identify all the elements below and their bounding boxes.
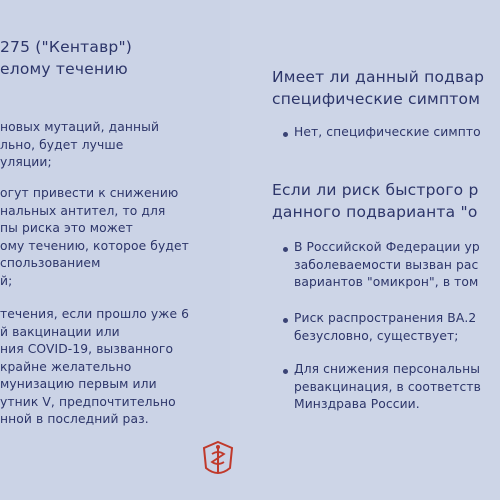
left-heading-line: елому течению xyxy=(0,60,128,78)
text-line: утник V, предпочтительно xyxy=(0,394,176,409)
text-line: й; xyxy=(0,273,13,288)
text-line: крайне желательно xyxy=(0,359,132,374)
text-line: В Российской Федерации ур xyxy=(294,240,480,254)
text-line: льно, будет лучше xyxy=(0,137,124,152)
bullet-dot xyxy=(283,247,288,252)
bullet-item xyxy=(294,124,481,142)
bullet-item xyxy=(294,239,480,292)
text-line: огут привести к снижению xyxy=(0,186,179,200)
text-line: ния COVID-19, вызванного xyxy=(0,342,174,356)
text-line: ому течению, которое будет xyxy=(0,238,189,253)
bullet-dot xyxy=(283,318,288,323)
text-line: мунизацию первым или xyxy=(0,377,157,391)
text-line: нной в последний раз. xyxy=(0,412,149,426)
heading-line: Если ли риск быстрого р xyxy=(272,181,479,199)
text-line: Для снижения персональны xyxy=(294,362,481,376)
section2-heading xyxy=(272,179,479,223)
text-line: уляции; xyxy=(0,155,52,169)
text-line: Минздрава России. xyxy=(294,397,420,411)
text-line: новых мутаций, данный xyxy=(0,120,160,134)
heading-line: специфические симптом xyxy=(272,90,481,108)
text-line: безусловно, существует; xyxy=(294,328,459,343)
text-line: спользованием xyxy=(0,256,101,270)
text-line: ревакцинация, в соответств xyxy=(294,379,481,394)
ministry-emblem-icon xyxy=(200,440,236,480)
bullet-dot xyxy=(283,132,288,137)
text-line: вариантов "омикрон", в том xyxy=(294,275,479,289)
text-line: пы риска это может xyxy=(0,221,133,235)
bullet-dot xyxy=(283,369,288,374)
bullet-item xyxy=(294,310,476,345)
left-paragraph-3 xyxy=(0,306,189,429)
left-heading-line: 275 ("Кентавр") xyxy=(0,38,133,56)
text-line: Нет, специфические симпто xyxy=(294,125,481,139)
left-paragraph-2 xyxy=(0,185,189,290)
bullet-item xyxy=(294,361,481,414)
text-line: заболеваемости вызван рас xyxy=(294,257,479,272)
heading-line: данного подварианта "о xyxy=(272,203,478,221)
text-line: й вакцинации или xyxy=(0,324,120,339)
left-heading xyxy=(0,36,132,80)
left-paragraph-1 xyxy=(0,119,159,172)
heading-line: Имеет ли данный подвар xyxy=(272,68,485,86)
text-line: течения, если прошло уже 6 xyxy=(0,307,190,321)
section1-heading xyxy=(272,66,484,110)
text-line: Риск распространения ВА.2 xyxy=(294,311,477,325)
text-line: нальных антител, то для xyxy=(0,203,166,218)
